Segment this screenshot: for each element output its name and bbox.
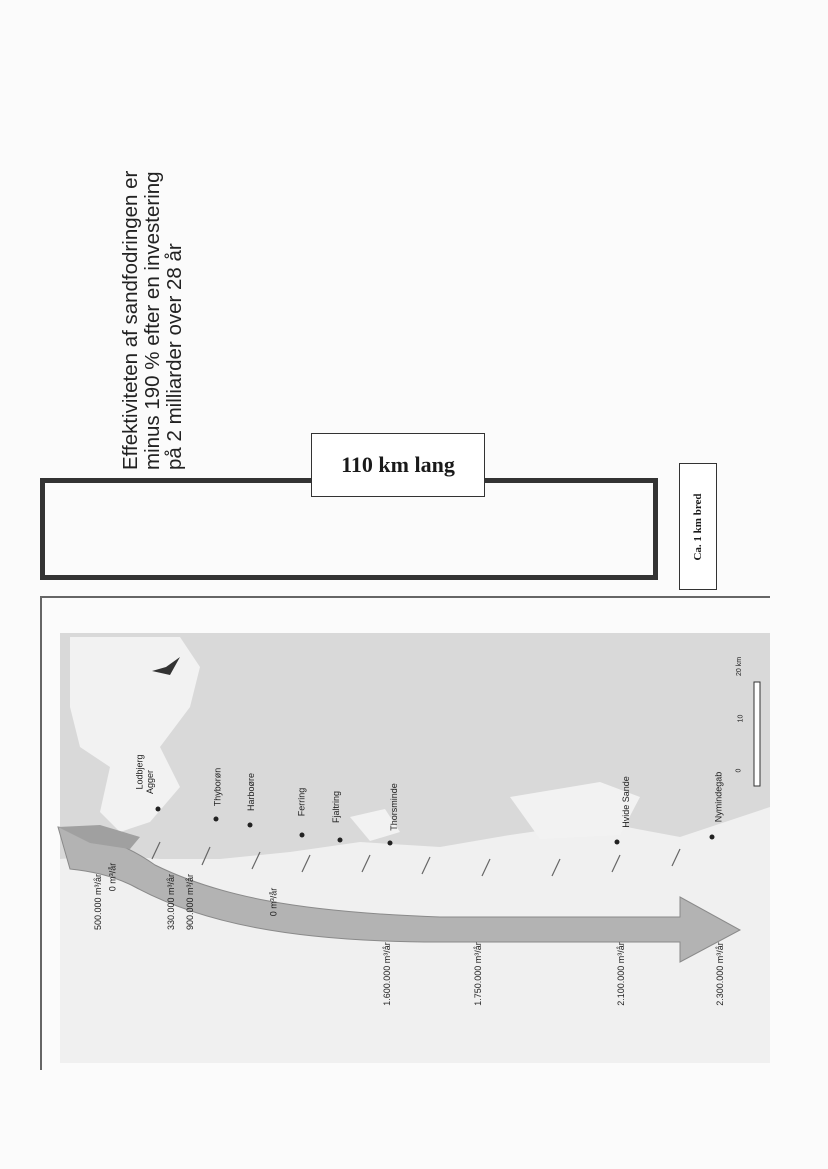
strip-length-text: 110 km lang [341, 452, 455, 477]
flow-label-3: 330.000 m³/år [166, 873, 177, 931]
map-graphic [40, 597, 770, 1070]
flow-label-6: 1.600.000 m³/år [381, 942, 392, 1006]
town-label-2: Agger [145, 769, 156, 795]
flow-label-2: 0 m³/år [107, 862, 118, 892]
flow-label-4: 900.000 m³/år [185, 873, 196, 931]
efficiency-note [120, 90, 186, 470]
town-label-7: Thorsminde [388, 783, 399, 831]
town-label-1: Lodbjerg [134, 754, 145, 790]
scale-label-20: 20 km [736, 656, 744, 677]
strip-length-label [311, 433, 485, 497]
scale-label-10: 10 [737, 714, 745, 723]
sand-transport-map [40, 597, 770, 1070]
scale-label-0: 0 [735, 768, 743, 773]
note-line-3: på 2 milliarder over 28 år [163, 243, 186, 470]
flow-label-7: 1.750.000 m³/år [472, 942, 483, 1006]
town-label-6: Fjaltring [331, 790, 342, 824]
town-label-8: Hvide Sande [620, 776, 631, 828]
note-line-2: minus 190 % efter en investering [141, 171, 164, 470]
flow-label-1: 500.000 m³/år [93, 873, 104, 931]
town-label-3: Thyborøn [212, 767, 223, 807]
flow-label-9: 2.300.000 m³/år [714, 942, 725, 1006]
note-line-1: Effektiviteten af sandfodringen er [119, 170, 142, 470]
town-label-9: Nymindegab [713, 771, 724, 823]
flow-label-8: 2.100.000 m³/år [615, 942, 626, 1006]
flow-label-5: 0 m³/år [268, 887, 279, 917]
town-label-5: Ferring [296, 787, 307, 817]
strip-width-text: Ca. 1 km bred [692, 492, 704, 561]
scale-bar [754, 682, 760, 786]
strip-width-label [679, 463, 717, 590]
town-label-4: Harboøre [246, 772, 257, 812]
